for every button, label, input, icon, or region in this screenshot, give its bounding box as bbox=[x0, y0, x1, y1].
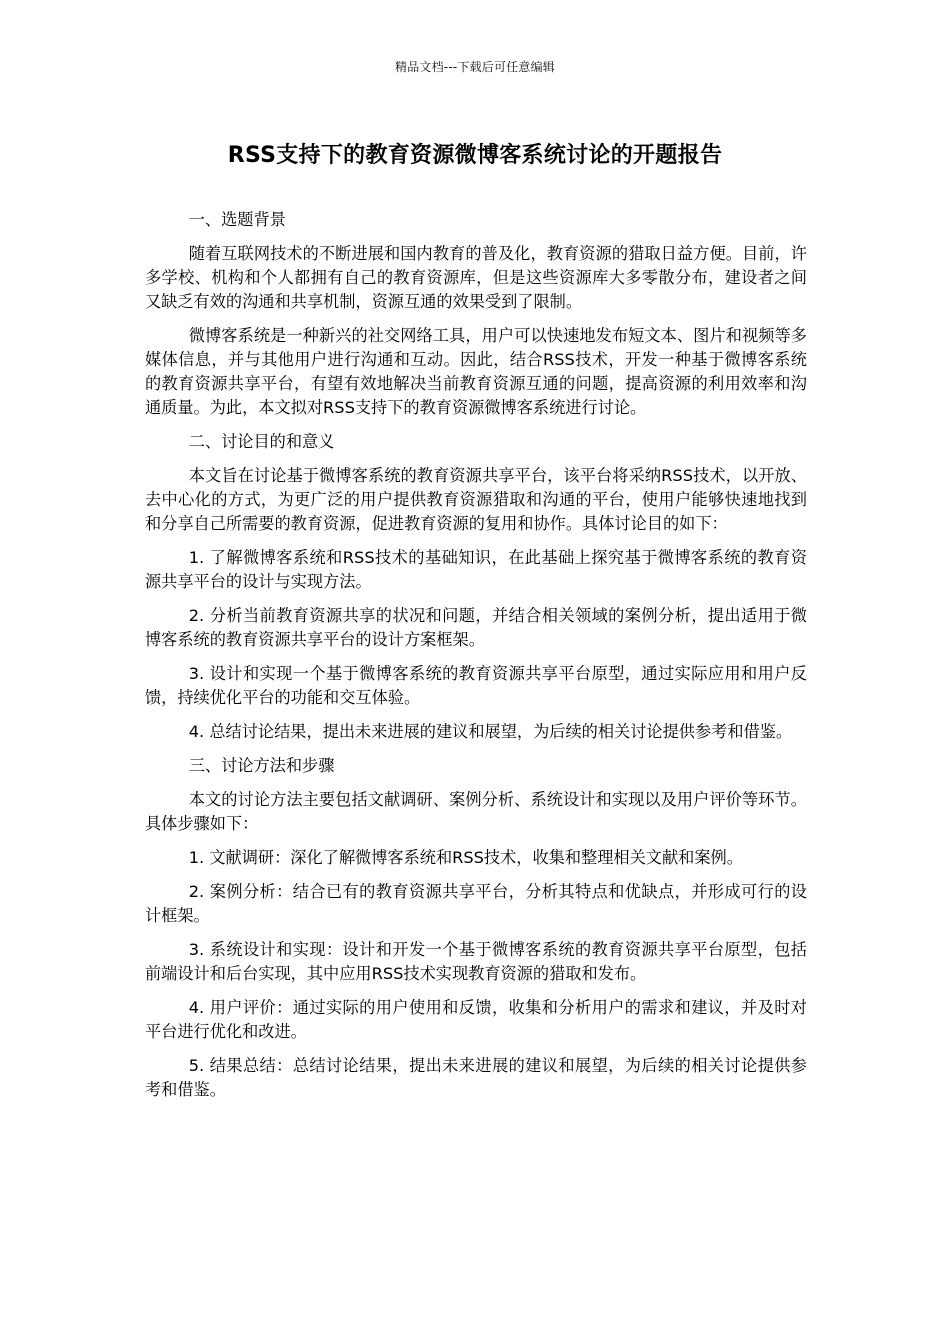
list-item: 4. 用户评价：通过实际的用户使用和反馈，收集和分析用户的需求和建议，并及时对平台进行优化和改进。 bbox=[145, 998, 807, 1041]
list-item: 3. 系统设计和实现：设计和开发一个基于微博客系统的教育资源共享平台原型，包括前端设计和后台实现，其中应用RSS技术实现教育资源的猎取和发布。 bbox=[145, 940, 807, 983]
paragraph: 微博客系统是一种新兴的社交网络工具，用户可以快速地发布短文本、图片和视频等多媒体信息，并与其他用户进行沟通和互动。因此，结合RSS技术，开发一种基于微博客系统的教育资源共享平台，有望有效地解决当前教育资源互通的问题，提高资源的利用效率和沟通质量。为此，本文拟对RSS支持下的教育资源微博客系统进行讨论。 bbox=[145, 326, 807, 417]
document-body bbox=[145, 208, 807, 1112]
document-title: RSS支持下的教育资源微博客系统讨论的开题报告 bbox=[227, 143, 723, 168]
section-heading-methods: 三、讨论方法和步骤 bbox=[188, 756, 335, 775]
list-item: 2. 案例分析：结合已有的教育资源共享平台，分析其特点和优缺点，并形成可行的设计框架。 bbox=[145, 882, 807, 925]
list-item: 2. 分析当前教育资源共享的状况和问题，并结合相关领域的案例分析，提出适用于微博客系统的教育资源共享平台的设计方案框架。 bbox=[145, 606, 807, 649]
paragraph: 本文旨在讨论基于微博客系统的教育资源共享平台，该平台将采纳RSS技术，以开放、去中心化的方式，为更广泛的用户提供教育资源猎取和沟通的平台，使用户能够快速地找到和分享自己所需要的教育资源，促进教育资源的复用和协作。具体讨论目的如下： bbox=[145, 466, 807, 533]
section-heading-purpose: 二、讨论目的和意义 bbox=[188, 432, 335, 451]
list-item: 1. 了解微博客系统和RSS技术的基础知识，在此基础上探究基于微博客系统的教育资源共享平台的设计与实现方法。 bbox=[145, 548, 807, 591]
list-item: 5. 结果总结：总结讨论结果，提出未来进展的建议和展望，为后续的相关讨论提供参考和借鉴。 bbox=[145, 1056, 807, 1099]
section-heading-background: 一、选题背景 bbox=[188, 210, 286, 229]
page-header: 精品文档---下载后可任意编辑 bbox=[395, 60, 555, 74]
list-item: 3. 设计和实现一个基于微博客系统的教育资源共享平台原型，通过实际应用和用户反馈，持续优化平台的功能和交互体验。 bbox=[145, 664, 807, 707]
list-item: 1. 文献调研：深化了解微博客系统和RSS技术，收集和整理相关文献和案例。 bbox=[188, 848, 743, 867]
paragraph: 本文的讨论方法主要包括文献调研、案例分析、系统设计和实现以及用户评价等环节。具体步骤如下： bbox=[145, 790, 807, 833]
paragraph: 随着互联网技术的不断进展和国内教育的普及化，教育资源的猎取日益方便。目前，许多学校、机构和个人都拥有自己的教育资源库，但是这些资源库大多零散分布，建设者之间又缺乏有效的沟通和共享机制，资源互通的效果受到了限制。 bbox=[145, 244, 807, 311]
list-item: 4. 总结讨论结果，提出未来进展的建议和展望，为后续的相关讨论提供参考和借鉴。 bbox=[188, 722, 793, 741]
